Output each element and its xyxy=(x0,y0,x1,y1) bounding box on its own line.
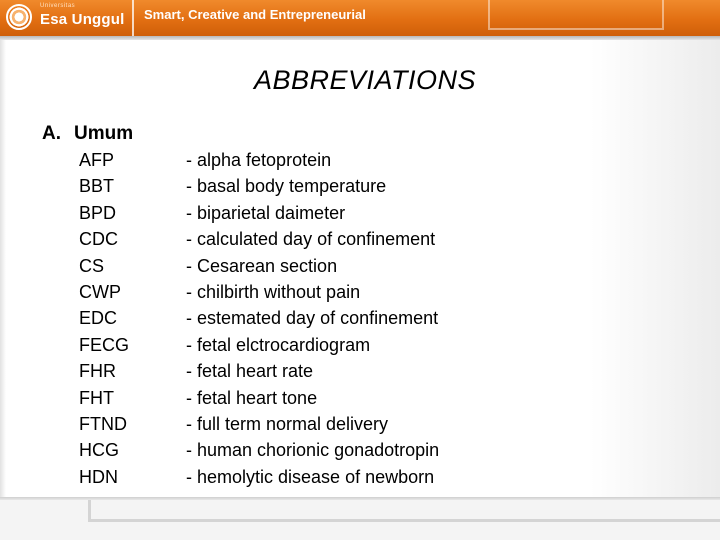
logo-name: Esa Unggul xyxy=(40,11,125,28)
tagline: Smart, Creative and Entrepreneurial xyxy=(144,7,366,22)
list-item xyxy=(0,438,720,464)
list-item xyxy=(0,280,720,306)
abbreviation: BBT xyxy=(79,176,115,197)
abbreviation: HCG xyxy=(79,440,119,461)
definition: - chilbirth without pain xyxy=(186,281,361,302)
list-item xyxy=(0,254,720,280)
slide-title: ABBREVIATIONS xyxy=(253,65,477,95)
list-item xyxy=(0,201,720,227)
section-heading xyxy=(42,123,133,145)
abbreviation: EDC xyxy=(79,308,118,329)
logo-subtitle: Universitas xyxy=(40,3,76,9)
definition: - alpha fetoprotein xyxy=(186,150,332,170)
banner-divider xyxy=(132,0,134,36)
list-item xyxy=(0,333,720,359)
abbreviation: FECG xyxy=(79,334,130,355)
abbreviation: AFP xyxy=(79,150,115,170)
definition: - basal body temperature xyxy=(186,176,387,197)
list-item xyxy=(0,465,720,491)
abbreviation: FTND xyxy=(79,413,127,434)
header-banner xyxy=(0,0,720,36)
definition: - estemated day of confinement xyxy=(186,308,439,329)
list-item xyxy=(0,227,720,253)
abbreviation-list xyxy=(0,148,720,491)
list-item xyxy=(0,412,720,438)
footer-decoration xyxy=(88,500,720,522)
definition: - biparietal daimeter xyxy=(186,202,346,223)
definition: - full term normal delivery xyxy=(186,413,389,434)
banner-decoration xyxy=(488,0,664,30)
abbreviation: FHT xyxy=(79,387,114,408)
section-letter: A. xyxy=(42,123,61,144)
abbreviation: CWP xyxy=(79,281,121,302)
definition: - fetal elctrocardiogram xyxy=(186,334,371,355)
list-item xyxy=(0,148,720,174)
abbreviation: BPD xyxy=(79,202,117,223)
list-item xyxy=(0,174,720,200)
definition: - fetal heart rate xyxy=(186,361,314,382)
abbreviation: CS xyxy=(79,255,105,276)
list-item xyxy=(0,306,720,332)
section-label: Umum xyxy=(74,123,134,144)
abbreviation: FHR xyxy=(79,361,116,382)
definition: - fetal heart tone xyxy=(186,387,318,408)
list-item xyxy=(0,359,720,385)
definition: - Cesarean section xyxy=(186,255,338,276)
definition: - hemolytic disease of newborn xyxy=(186,466,435,487)
definition: - calculated day of confinement xyxy=(186,229,436,250)
abbreviation: CDC xyxy=(79,229,118,250)
definition: - human chorionic gonadotropin xyxy=(186,440,440,461)
university-logo-icon xyxy=(6,4,32,30)
abbreviation: HDN xyxy=(79,466,118,487)
list-item xyxy=(0,386,720,412)
